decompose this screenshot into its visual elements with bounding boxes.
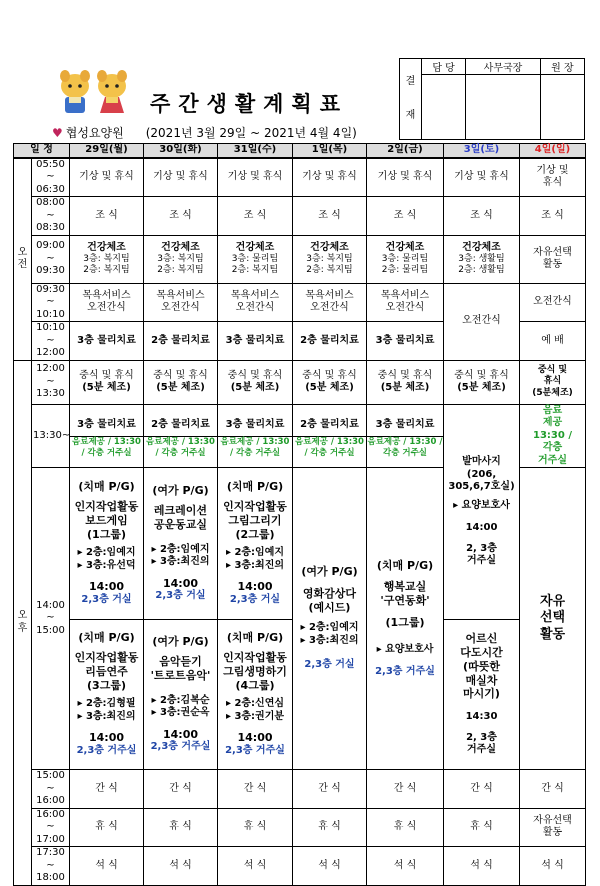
therapy-cell: 3층 물리치료 [367,322,444,361]
snack-cell: 간 식 [218,770,293,809]
wake-cell: 기상 및 휴식 [70,158,144,197]
approval-role: 사무국장 [466,59,541,75]
heart-icon: ♥ [52,126,63,140]
col-header-day-sun: 4일(일) [520,144,586,158]
wake-cell-sun: 기상 및 휴식 [520,158,586,197]
breakfast-cell: 조 식 [144,197,218,236]
snack-cell: 간 식 [144,770,218,809]
rest-cell: 휴 식 [144,808,218,847]
col-header-schedule: 일 정 [14,144,70,158]
program-cell-fri: (치매 P/G) 행복교실 '구연동화' (1그룹) ▸ 요양보호사 2,3층 거주실 [367,468,444,770]
dinner-cell: 석 식 [70,847,144,886]
signature-cell[interactable] [540,75,584,140]
dinner-cell: 석 식 [520,847,586,886]
rest-cell: 휴 식 [444,808,520,847]
therapy-cell: 2층 물리치료 [144,322,218,361]
col-header-day-sat: 3일(토) [444,144,520,158]
exercise-cell: 건강체조 3층: 생활팀 2층: 생활팀 [444,235,520,283]
time-cell: 08:00 ~ 08:30 [32,197,70,236]
snack-cell: 간 식 [70,770,144,809]
header [0,0,600,145]
sat-massage-cell: 발마사지 (206, 305,6,7호실) ▸ 요양보호사 14:00 2, 3층 거주실 [444,404,520,620]
program-cell: (치매 P/G) 인지작업활동 그림그리기 (2그룹) ▸ 2층:임예지 ▸ 3층:최진의 14:00 2,3층 거실 [218,468,293,620]
snack-cell: 간 식 [367,770,444,809]
period: (2021년 3월 29일 ~ 2021년 4월 4일) [145,126,357,140]
time-cell: 15:00 ~ 16:00 [32,770,70,809]
time-cell: 17:30 ~ 18:00 [32,847,70,886]
signature-cell[interactable] [466,75,541,140]
time-cell: 13:30~ [32,404,70,468]
lunch-cell: 중식 및 휴식 (5분 체조) [70,360,144,404]
program-cell-thu: (여가 P/G) 영화감상다 (예시드) ▸ 2층:임예지 ▸ 3층:최진의 2,3층 거실 [293,468,367,770]
free-activity-cell-sun: 자유 선택 활동 [520,468,586,770]
section-afternoon: 오 후 [14,360,32,885]
wake-cell: 기상 및 휴식 [444,158,520,197]
worship-cell-sun: 예 배 [520,322,586,361]
bath-cell: 목욕서비스 오전간식 [218,283,293,322]
wake-cell: 기상 및 휴식 [218,158,293,197]
page-title: 주간생활계획표 [150,92,349,116]
time-cell: 09:00 ~ 09:30 [32,235,70,283]
exercise-cell: 건강체조 3층: 복지팀 2층: 복지팀 [293,235,367,283]
time-cell: 12:00 ~ 13:30 [32,360,70,404]
breakfast-cell: 조 식 [218,197,293,236]
dinner-cell: 석 식 [444,847,520,886]
bath-cell: 목욕서비스 오전간식 [293,283,367,322]
time-cell: 05:50 ~ 06:30 [32,158,70,197]
therapy-pm-cell: 2층 물리치료 음료제공 / 13:30 / 각층 거주실 [293,404,367,468]
dinner-cell: 석 식 [293,847,367,886]
time-cell: 10:10 ~ 12:00 [32,322,70,361]
approval-role: 담 당 [422,59,466,75]
dinner-cell: 석 식 [218,847,293,886]
rest-cell: 휴 식 [293,808,367,847]
lunch-cell: 중식 및 휴식 (5분 체조) [293,360,367,404]
mascot-logo-icon [55,66,133,114]
snack-cell: 간 식 [520,770,586,809]
program-cell: (치매 P/G) 인지작업활동 그림생명하기 (4그룹) ▸ 2층:신연심 ▸ 3층:권기분 14:00 2,3층 거주실 [218,620,293,770]
am-snack-cell-sat: 오전간식 [444,283,520,360]
rest-cell: 휴 식 [367,808,444,847]
time-cell: 16:00 ~ 17:00 [32,808,70,847]
program-cell: (치매 P/G) 인지작업활동 리듬연주 (3그룹) ▸ 2층:김형필 ▸ 3층:최진의 14:00 2,3층 거주실 [70,620,144,770]
wake-cell: 기상 및 휴식 [144,158,218,197]
approval-label: 결 재 [400,59,422,140]
therapy-cell: 3층 물리치료 [218,322,293,361]
lunch-cell: 중식 및 휴식 (5분 체조) [218,360,293,404]
therapy-pm-cell: 2층 물리치료 음료제공 / 13:30 / 각층 거주실 [144,404,218,468]
program-cell: (치매 P/G) 인지작업활동 보드게임 (1그룹) ▸ 2층:임예지 ▸ 3층:유선덕 14:00 2,3층 거실 [70,468,144,620]
rest-cell: 휴 식 [70,808,144,847]
schedule-table [13,143,586,886]
breakfast-cell: 조 식 [293,197,367,236]
lunch-cell-sun: 중식 및 휴식 (5분체조) [520,360,586,404]
snack-cell: 간 식 [293,770,367,809]
rest-cell-sun: 자유선택 활동 [520,808,586,847]
program-cell: (여가 P/G) 음악듣기 '트로트음악' ▸ 2층:김복순 ▸ 3층:권순옥 14:00 2,3층 거주실 [144,620,218,770]
breakfast-cell: 조 식 [367,197,444,236]
col-header-day: 31일(수) [218,144,293,158]
lunch-cell: 중식 및 휴식 (5분 체조) [144,360,218,404]
snack-cell: 간 식 [444,770,520,809]
bath-cell: 목욕서비스 오전간식 [70,283,144,322]
therapy-pm-cell: 3층 물리치료 음료제공 / 13:30 / 각층 거주실 [367,404,444,468]
therapy-cell: 3층 물리치료 [70,322,144,361]
lunch-cell: 중식 및 휴식 (5분 체조) [444,360,520,404]
sat-tea-cell: 어르신 다도시간 (따뜻한 매실차 마시기) 14:30 2, 3층 거주실 [444,620,520,770]
exercise-cell: 건강체조 3층: 복지팀 2층: 복지팀 [144,235,218,283]
subtitle [52,124,357,141]
time-cell: 14:00 ~ 15:00 [32,468,70,770]
therapy-pm-cell: 3층 물리치료 음료제공 / 13:30 / 각층 거주실 [70,404,144,468]
dinner-cell: 석 식 [144,847,218,886]
breakfast-cell: 조 식 [70,197,144,236]
bath-cell: 목욕서비스 오전간식 [144,283,218,322]
breakfast-cell: 조 식 [444,197,520,236]
time-cell: 09:30 ~ 10:10 [32,283,70,322]
drink-cell-sun: 음료 제공 13:30 / 각층 거주실 [520,404,586,468]
exercise-cell: 건강체조 3층: 물리팀 2층: 복지팀 [218,235,293,283]
lunch-cell: 중식 및 휴식 (5분 체조) [367,360,444,404]
col-header-day: 2일(금) [367,144,444,158]
col-header-day: 29일(월) [70,144,144,158]
exercise-cell: 건강체조 3층: 물리팀 2층: 물리팀 [367,235,444,283]
exercise-cell: 건강체조 3층: 복지팀 2층: 복지팀 [70,235,144,283]
approval-role: 원 장 [540,59,584,75]
wake-cell: 기상 및 휴식 [293,158,367,197]
dinner-cell: 석 식 [367,847,444,886]
am-snack-cell-sun: 오전간식 [520,283,586,322]
rest-cell: 휴 식 [218,808,293,847]
wake-cell: 기상 및 휴식 [367,158,444,197]
org-name: 협성요양원 [65,126,124,140]
therapy-pm-cell: 3층 물리치료 음료제공 / 13:30 / 각층 거주실 [218,404,293,468]
section-morning: 오 전 [14,158,32,361]
program-cell: (여가 P/G) 레크레이션 공운동교실 ▸ 2층:임예지 ▸ 3층:최진의 14:00 2,3층 거실 [144,468,218,620]
col-header-day: 30일(화) [144,144,218,158]
exercise-cell-sun: 자유선택 활동 [520,235,586,283]
signature-cell[interactable] [422,75,466,140]
col-header-day: 1일(목) [293,144,367,158]
approval-box [399,58,585,140]
therapy-cell: 2층 물리치료 [293,322,367,361]
bath-cell: 목욕서비스 오전간식 [367,283,444,322]
breakfast-cell: 조 식 [520,197,586,236]
